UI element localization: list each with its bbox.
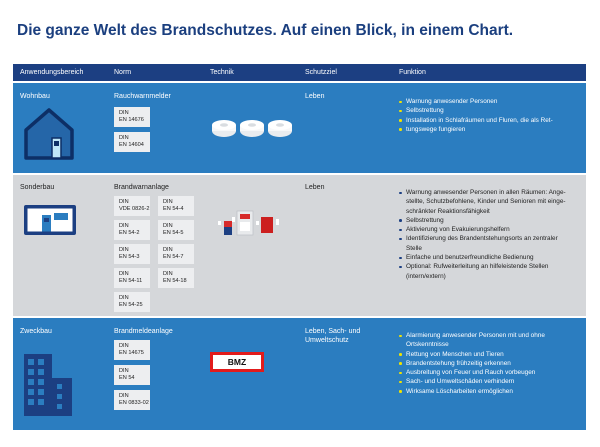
list-item: Warnung anwesender Personen — [399, 97, 553, 106]
header-technik: Technik — [210, 69, 234, 76]
header-norm: Norm — [114, 69, 132, 76]
fire-protection-table — [13, 64, 586, 430]
function-list — [399, 188, 566, 281]
list-item: Selbstrettung — [399, 216, 566, 225]
norm-badge: DIN EN 54-7 — [158, 244, 194, 264]
list-item: tungswege fungieren — [399, 125, 553, 134]
norm-badge: DIN EN 54-5 — [158, 220, 194, 240]
list-item: Identifizierung des Brandentstehungsorts an zentraler Stelle — [399, 234, 566, 253]
list-item: Optional: Rufweiterleitung an hilfeleistende Stellen (intern/extern) — [399, 262, 566, 281]
table-header — [13, 64, 586, 81]
norm-title: Brandwarnanlage — [114, 184, 169, 191]
norm-title: Brandmeldeanlage — [114, 328, 173, 335]
norm-badge: DIN EN 0833-02 — [114, 390, 150, 410]
norm-badge: DIN EN 14675 — [114, 340, 150, 360]
table-row-zweckbau — [13, 316, 586, 430]
norm-title: Rauchwarnmelder — [114, 93, 171, 100]
function-list — [399, 331, 545, 396]
smoke-detector-icon — [210, 116, 296, 140]
list-item: Sach- und Umweltschäden verhindern — [399, 377, 545, 386]
area-label: Wohnbau — [20, 93, 50, 100]
norm-badge: DIN EN 54-3 — [114, 244, 150, 264]
fire-panel-icon — [22, 203, 78, 237]
norm-badge: DIN EN 54-4 — [158, 196, 194, 216]
norm-badge: DIN EN 14604 — [114, 132, 150, 152]
norm-badge: DIN VDE 0826-2 — [114, 196, 150, 216]
list-item: Selbstrettung — [399, 106, 553, 115]
page-title: Die ganze Welt des Brandschutzes. Auf einen Blick, in einem Chart. — [17, 22, 514, 39]
area-label: Zweckbau — [20, 328, 52, 335]
table-row-wohnbau — [13, 81, 586, 173]
list-item: Aktivierung von Evakuierungshelfern — [399, 225, 566, 234]
list-item: Rettung von Menschen und Tieren — [399, 350, 545, 359]
schutzziel: Leben — [305, 93, 325, 100]
schutzziel: Leben — [305, 184, 325, 191]
schutzziel: Leben, Sach- und Umweltschutz — [305, 328, 361, 344]
bmz-panel-label: BMZ — [210, 352, 264, 372]
header-schutzziel: Schutzziel — [305, 69, 337, 76]
list-item: Ausbreitung von Feuer und Rauch vorbeugen — [399, 368, 545, 377]
list-item: Warnung anwesender Personen in allen Räumen: Ange- stellte, Schutzbefohlene, Kinder und Senioren mit einge- schränkter Reaktionsfähigkeit — [399, 188, 566, 216]
norm-badge: DIN EN 54 — [114, 365, 150, 385]
header-funktion: Funktion — [399, 69, 426, 76]
office-buildings-icon — [22, 352, 74, 416]
list-item: Installation in Schlafräumen und Fluren, die als Ret- — [399, 116, 553, 125]
norm-badge: DIN EN 54-18 — [158, 268, 194, 288]
table-row-sonderbau — [13, 173, 586, 316]
list-item: Einfache und benutzerfreundliche Bedienung — [399, 253, 566, 262]
norm-badge: DIN EN 54-25 — [114, 292, 150, 312]
list-item: Wirksame Löscharbeiten ermöglichen — [399, 387, 545, 396]
header-anwendungsbereich: Anwendungsbereich — [20, 69, 84, 76]
norm-badge: DIN EN 54-11 — [114, 268, 150, 288]
list-item: Brandentstehung frühzeitig erkennen — [399, 359, 545, 368]
alarm-devices-icon — [218, 207, 290, 237]
house-icon — [22, 106, 76, 162]
list-item: Alarmierung anwesender Personen mit und ohne Ortskenntnisse — [399, 331, 545, 350]
norm-badge: DIN EN 54-2 — [114, 220, 150, 240]
norm-badge: DIN EN 14676 — [114, 107, 150, 127]
function-list — [399, 97, 553, 134]
area-label: Sonderbau — [20, 184, 55, 191]
